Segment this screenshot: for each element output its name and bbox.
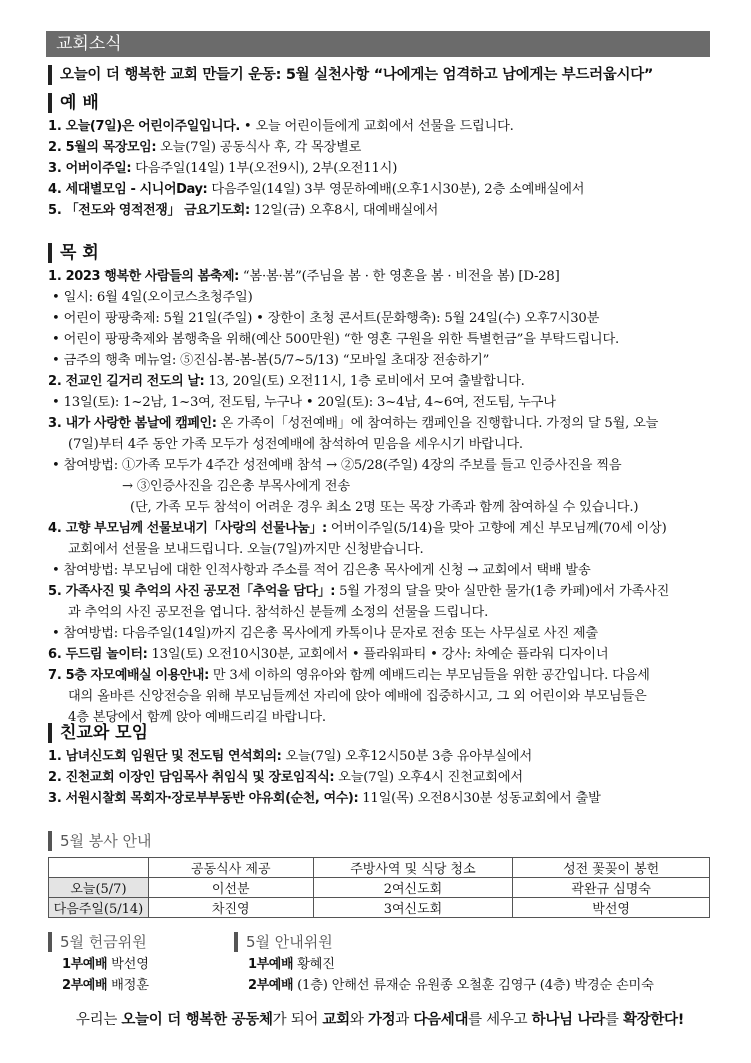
slogan-text: 오늘이 더 행복한 교회 만들기 운동: 5월 실천사항 “나에게는 엄격하고 남에게는 부드러웁시다”	[48, 65, 712, 85]
bullet-line: • 어린이 팡팡축제와 봄행축을 위해(예산 500만원) “한 영혼 구원을 위한 특별헌금”을 부탁드립니다.	[52, 332, 619, 347]
list-item: 5. 가족사진 및 추억의 사진 공모전「추억을 담다」: 5월 가정의 달을 맞아 실만한 물가(1층 카페)에서 가족사진	[48, 584, 670, 599]
list-item: 1. 남녀신도회 임원단 및 전도팀 연석회의: 오늘(7일) 오후12시50분 3층 유아부실에서	[48, 749, 532, 764]
table-row	[49, 898, 710, 918]
service-table	[48, 857, 710, 918]
table-header-cell: 주방사역 및 식당 청소	[313, 858, 513, 878]
service-section	[48, 831, 712, 918]
list-item: 6. 두드림 놀이터: 13일(토) 오전10시30분, 교회에서 • 플라워파티 • 강사: 차예순 플라워 디자이너	[48, 647, 609, 662]
row-label: 다음주일(5/14)	[49, 898, 149, 918]
list-item: 4. 세대별모임 - 시니어Day: 다음주일(14일) 3부 영문하예배(오후1시30분), 2층 소예배실에서	[48, 182, 585, 197]
pastoral-title: 목 회	[48, 243, 712, 263]
table-cell: 곽완규 심명숙	[513, 878, 710, 898]
bullet-line: • 13일(토): 1~2남, 1~3여, 전도팀, 누구나 • 20일(토): 3~4남, 4~6여, 전도팀, 누구나	[52, 395, 556, 410]
slogan-block	[48, 65, 712, 85]
list-item: 7. 5층 자모예배실 이용안내: 만 3세 이하의 영유아와 함께 예배드리는 부모님들을 위한 공간입니다. 다음세	[48, 668, 650, 683]
bullet-line: • 참여방법: 다음주일(14일)까지 김은총 목사에게 카톡이나 문자로 전송 또는 사무실로 사진 제출	[52, 626, 598, 641]
fellowship-section	[48, 723, 712, 809]
list-item: 1. 2023 행복한 사람들의 봄축제: “봄·봄·봄”(주님을 봄 · 한 영혼을 봄 · 비전을 봄) [D-28]	[48, 269, 560, 284]
fellowship-title: 친교와 모임	[48, 723, 712, 743]
list-item: 5. 「전도와 영적전쟁」 금요기도회: 12일(금) 오후8시, 대예배실에서	[48, 203, 439, 218]
bullet-line: • 참여방법: 부모님에 대한 인적사항과 주소를 적어 김은총 목사에게 신청 → 교회에서 택배 발송	[52, 563, 591, 578]
continuation-line: (단, 가족 모두 참석이 어려운 경우 최소 2명 또는 목장 가족과 함께 참여하실 수 있습니다.)	[130, 500, 639, 515]
list-item: 3. 어버이주일: 다음주일(14일) 1부(오전9시), 2부(오전11시)	[48, 161, 398, 176]
list-item: 2. 5월의 목장모임: 오늘(7일) 공동식사 후, 각 목장별로	[48, 140, 362, 155]
continuation-line: (7일)부터 4주 동안 가족 모두가 성전예배에 참석하여 믿음을 세우시기 바랍니다.	[68, 437, 523, 452]
worship-section	[48, 93, 712, 221]
list-item: 2부예배 배정훈	[62, 978, 149, 993]
continuation-line: 4층 본당에서 함께 앉아 예배드리길 바랍니다.	[68, 710, 326, 725]
table-cell: 박선영	[513, 898, 710, 918]
list-item: 1부예배 황혜진	[248, 957, 335, 972]
continuation-line: → ③인증사진을 김은총 부목사에게 전송	[122, 479, 350, 494]
page-title: 교회소식	[56, 34, 122, 54]
table-cell: 이선분	[148, 878, 313, 898]
bullet-line: • 일시: 6월 4일(오이코스초청주일)	[52, 290, 253, 305]
offering-section	[48, 932, 228, 996]
continuation-line: 교회에서 선물을 보내드립니다. 오늘(7일)까지만 신청받습니다.	[68, 542, 424, 557]
list-item: 2부예배 (1층) 안해선 류재순 유원종 오철훈 김영구 (4층) 박경순 손미숙	[248, 978, 654, 993]
list-item: 1. 오늘(7일)은 어린이주일입니다. • 오늘 어린이들에게 교회에서 선물을 드립니다.	[48, 119, 514, 134]
ushers-title: 5월 안내위원	[234, 932, 712, 952]
continuation-line: 대의 올바른 신앙전승을 위해 부모님들께선 자리에 앉아 예배에 집중하시고, 그 외 어린이와 부모님들은	[68, 689, 647, 704]
list-item: 3. 서원시찰회 목회자·장로부부동반 야유회(순천, 여수): 11일(목) 오전8시30분 성동교회에서 출발	[48, 791, 601, 806]
list-item: 4. 고향 부모님께 선물보내기「사랑의 선물나눔」: 어버이주일(5/14)을 맞아 고향에 계신 부모님께(70세 이상)	[48, 521, 667, 536]
list-item: 1부예배 박선영	[62, 957, 149, 972]
table-cell: 2여신도회	[313, 878, 513, 898]
bullet-line: • 금주의 행축 메뉴얼: ⑤진심-봄-봄-봄(5/7~5/13) “모바일 초대장 전송하기”	[52, 353, 490, 368]
worship-title: 예 배	[48, 93, 712, 113]
table-header-cell: 성전 꽃꽂이 봉헌	[513, 858, 710, 878]
table-header-cell: 공동식사 제공	[148, 858, 313, 878]
table-cell: 차진영	[148, 898, 313, 918]
row-label: 오늘(5/7)	[49, 878, 149, 898]
bullet-line: • 참여방법: ①가족 모두가 4주간 성전예배 참석 → ②5/28(주일) 4장의 주보를 들고 인증사진을 찍음	[52, 458, 622, 473]
list-item: 2. 전교인 길거리 전도의 날: 13, 20일(토) 오전11시, 1층 로비에서 모여 출발합니다.	[48, 374, 525, 389]
page-header-bar	[46, 31, 710, 57]
offering-title: 5월 헌금위원	[48, 932, 228, 952]
table-header-row	[49, 858, 710, 878]
table-row	[49, 878, 710, 898]
pastoral-section	[48, 243, 712, 728]
table-cell: 3여신도회	[313, 898, 513, 918]
list-item: 3. 내가 사랑한 봄날에 캠페인: 온 가족이「성전예배」에 참여하는 캠페인을 진행합니다. 가정의 달 5월, 오늘	[48, 416, 659, 431]
continuation-line: 과 추억의 사진 공모전을 엽니다. 참석하신 분들께 소정의 선물을 드립니다.	[68, 605, 489, 620]
table-header-cell	[49, 858, 149, 878]
bullet-line: • 어린이 팡팡축제: 5월 21일(주일) • 장한이 초청 콘서트(문화행축): 5월 24일(수) 오후7시30분	[52, 311, 600, 326]
ushers-section	[234, 932, 712, 996]
list-item: 2. 진천교회 이장인 담임목사 취임식 및 장로임직식: 오늘(7일) 오후4시 진천교회에서	[48, 770, 523, 785]
closing-statement: 우리는 오늘이 더 행복한 공동체가 되어 교회와 가정과 다음세대를 세우고 하나님 나라를 확장한다!	[75, 1012, 685, 1028]
service-title: 5월 봉사 안내	[48, 831, 712, 851]
